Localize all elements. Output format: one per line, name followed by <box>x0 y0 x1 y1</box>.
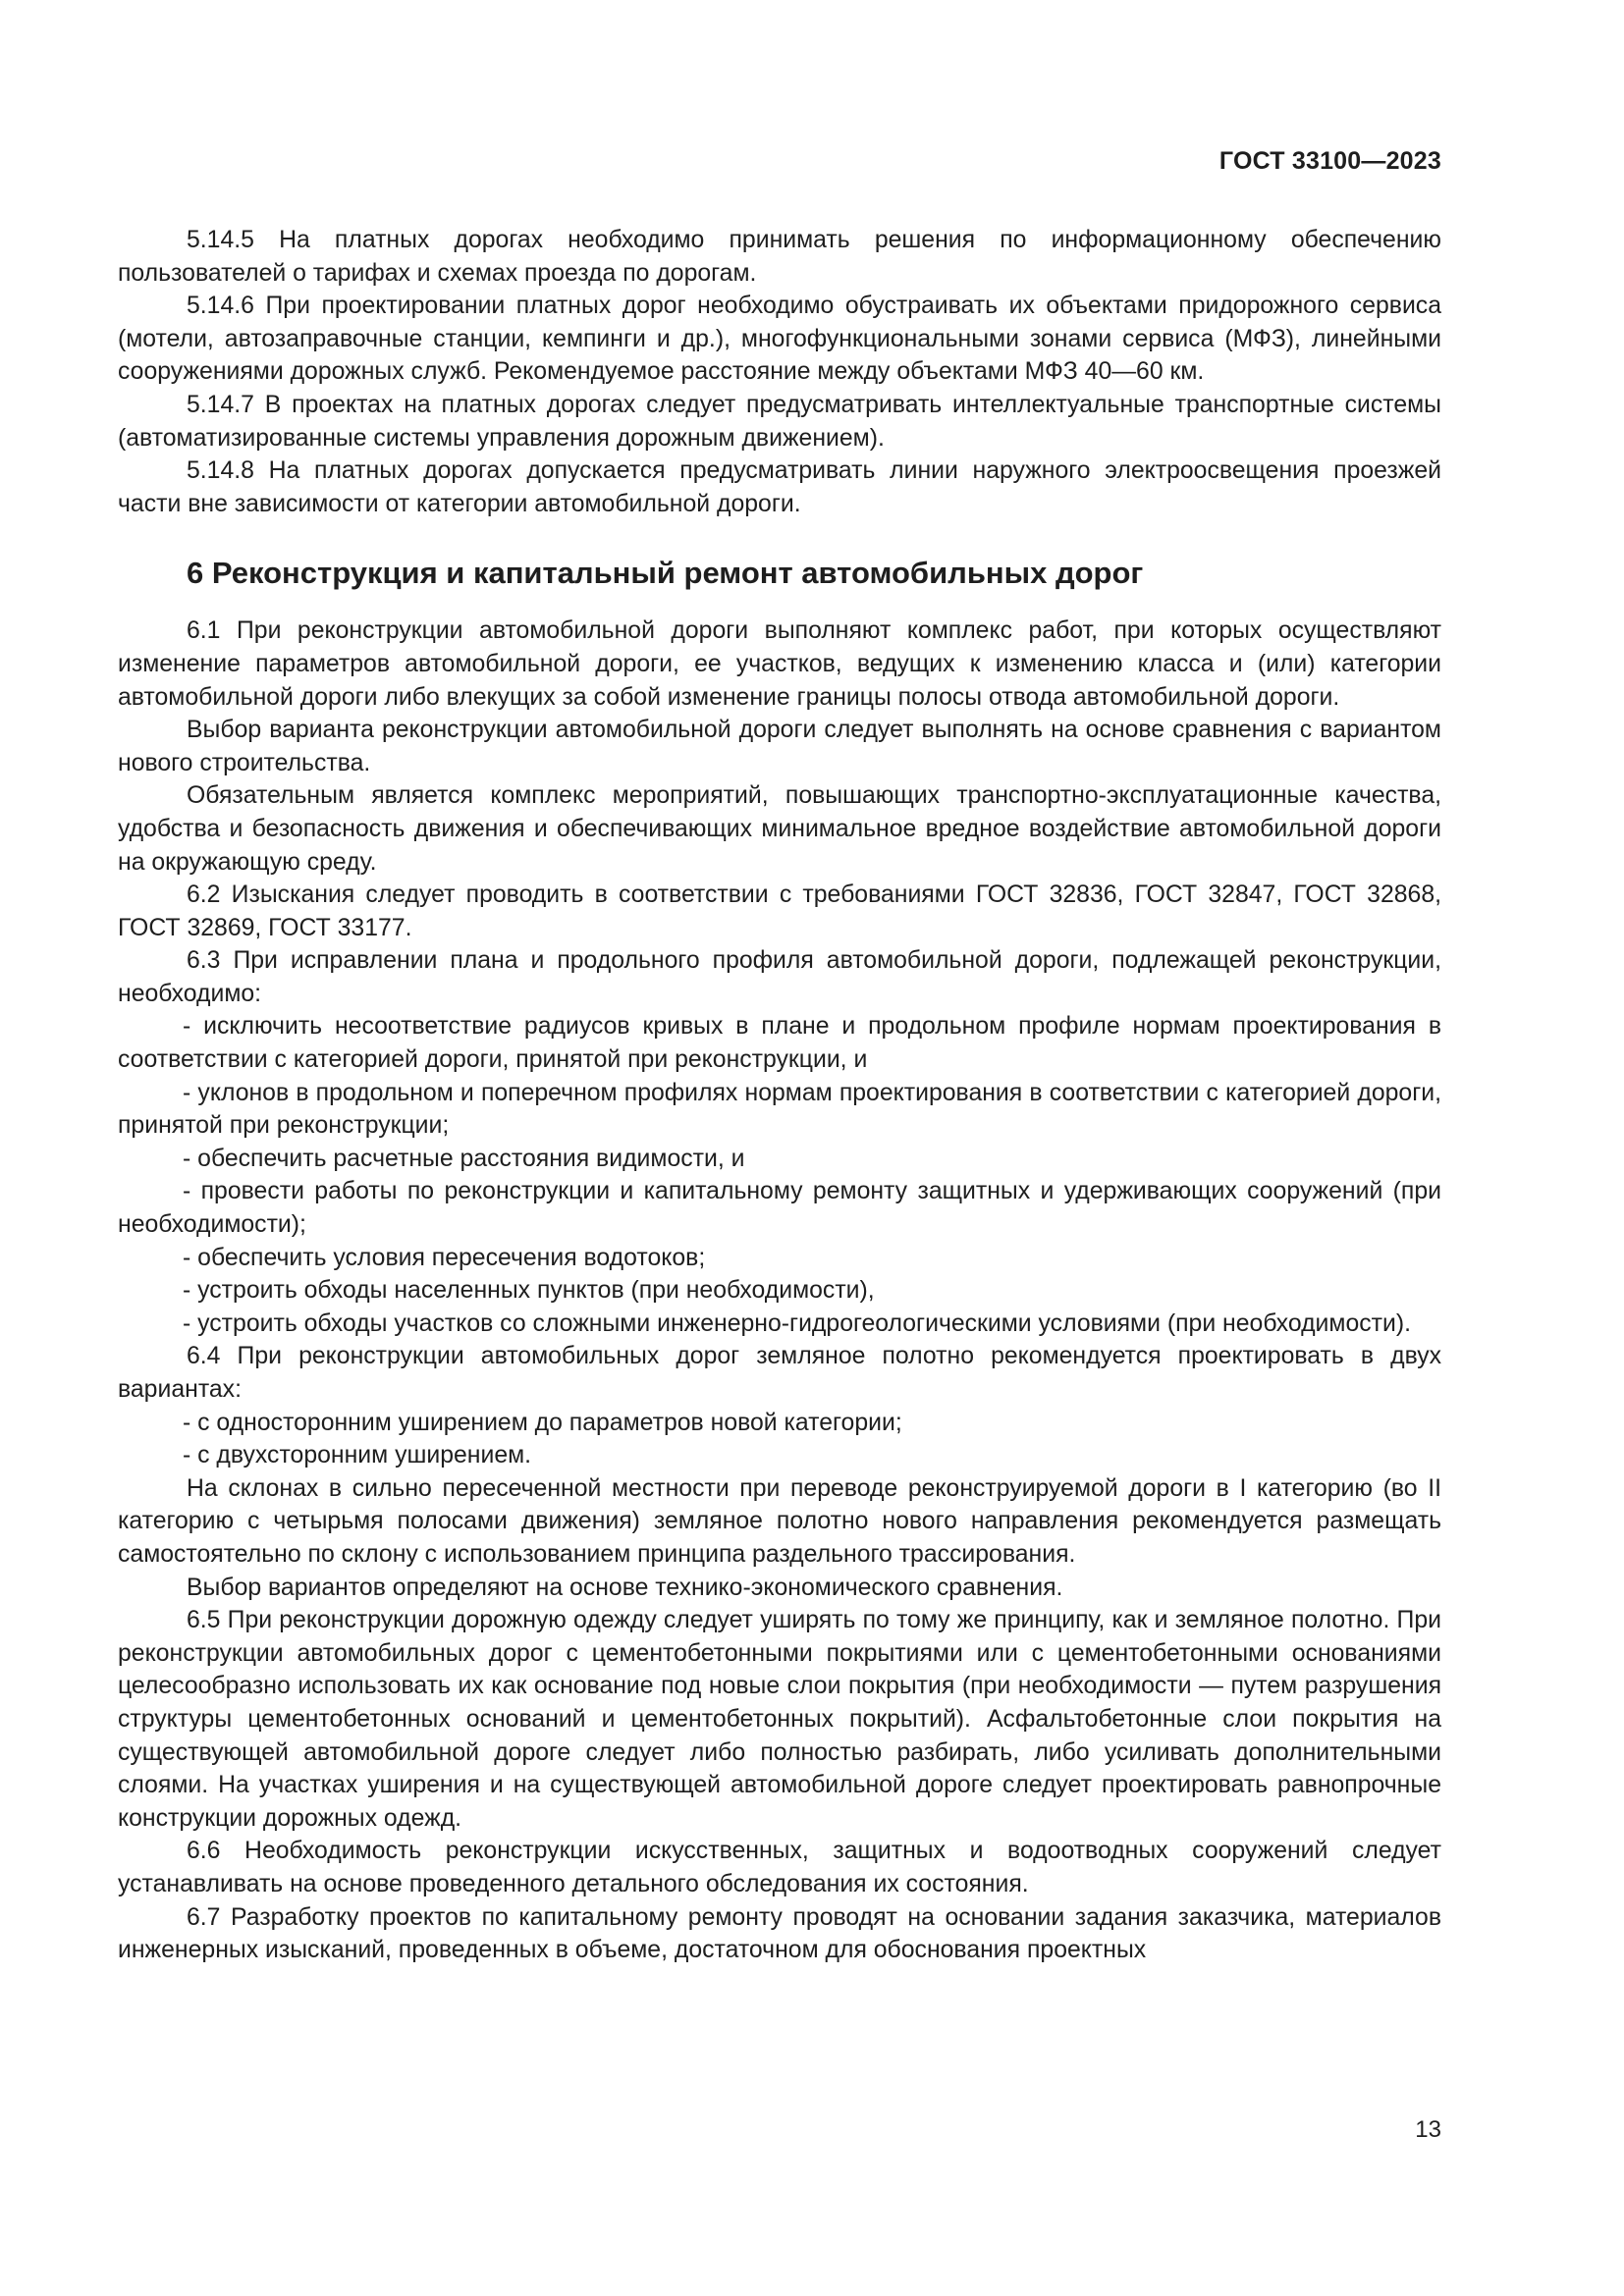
paragraph: Выбор варианта реконструкции автомобильной дороги следует выполнять на основе сравнения с вариантом нового строительства. <box>118 717 1441 776</box>
list-item: - обеспечить условия пересечения водотоков; <box>183 1244 706 1271</box>
section-heading: 6 Реконструкция и капитальный ремонт автомобильных дорог <box>187 556 1144 591</box>
paragraph: На склонах в сильно пересеченной местности при переводе реконструируемой дороги в I категорию (во II категорию с четырьмя полосами движения) земляное полотно нового направления рекомендуется размещать самостоятельно по склону с использованием принципа раздельного трассирования. <box>118 1474 1441 1568</box>
list-item: - обеспечить расчетные расстояния видимости, и <box>183 1145 745 1172</box>
list-item: - с односторонним уширением до параметров новой категории; <box>183 1409 902 1436</box>
clause-5-14-7: 5.14.7 В проектах на платных дорогах следует предусматривать интеллектуальные транспортные системы (автоматизированные системы управления дорожным движением). <box>118 391 1441 452</box>
list-item: - уклонов в продольном и поперечном профилях нормам проектирования в соответствии с категорией дороги, принятой при реконструкции; <box>118 1079 1441 1140</box>
clause-6-3: 6.3 При исправлении плана и продольного профиля автомобильной дороги, подлежащей реконструкции, необходимо: <box>118 947 1441 1007</box>
clause-6-4: 6.4 При реконструкции автомобильных дорог земляное полотно рекомендуется проектировать в двух вариантах: <box>118 1343 1441 1403</box>
list-item: - провести работы по реконструкции и капитальному ремонту защитных и удерживающих сооружений (при необходимости); <box>118 1178 1441 1239</box>
page-body <box>118 224 1441 1967</box>
list-item: - устроить обходы населенных пунктов (при необходимости), <box>183 1277 875 1305</box>
clause-6-2: 6.2 Изыскания следует проводить в соответствии с требованиями ГОСТ 32836, ГОСТ 32847, ГОСТ 32868, ГОСТ 32869, ГОСТ 33177. <box>118 881 1441 941</box>
clause-6-5: 6.5 При реконструкции дорожную одежду следует уширять по тому же принципу, как и земляное полотно. При реконструкции автомобильных дорог с цементобетонными покрытиями или с цементобетонными основаниями целесообразно использовать их как основание под новые слои покрытия (при необходимости — путем разрушения структуры цементобетонных оснований и цементобетонных покрытий). Асфальтобетонные слои покрытия на существующей автомобильной дороге следует либо полностью разбирать, либо усиливать дополнительными слоями. На участках уширения и на существующей автомобильной дороге следует проектировать равнопрочные конструкции дорожных одежд. <box>118 1607 1441 1832</box>
paragraph: Выбор вариантов определяют на основе технико-экономического сравнения. <box>187 1574 1063 1601</box>
clause-6-7: 6.7 Разработку проектов по капитальному ремонту проводят на основании задания заказчика, материалов инженерных изысканий, проведенных в объеме, достаточном для обоснования проектных <box>118 1903 1441 1964</box>
clause-5-14-6: 5.14.6 При проектировании платных дорог необходимо обустраивать их объектами придорожного сервиса (мотели, автозаправочные станции, кемпинги и др.), многофункциональными зонами сервиса (МФЗ), линейными сооружениями дорожных служб. Рекомендуемое расстояние между объектами МФЗ 40—60 км. <box>118 293 1441 386</box>
list-item: - исключить несоответствие радиусов кривых в плане и продольном профиле нормам проектирования в соответствии с категорией дороги, принятой при реконструкции, и <box>118 1013 1441 1074</box>
clause-6-1: 6.1 При реконструкции автомобильной дороги выполняют комплекс работ, при которых осуществляют изменение параметров автомобильной дороги, ее участков, ведущих к изменению класса и (или) категории автомобильной дороги либо влекущих за собой изменение границы полосы отвода автомобильной дороги. <box>118 617 1441 711</box>
paragraph: Обязательным является комплекс мероприятий, повышающих транспортно-эксплуатационные качества, удобства и безопасность движения и обеспечивающих минимальное вредное воздействие автомобильной дороги на окружающую среду. <box>118 782 1441 876</box>
clause-5-14-8: 5.14.8 На платных дорогах допускается предусматривать линии наружного электроосвещения проезжей части вне зависимости от категории автомобильной дороги. <box>118 457 1441 517</box>
clause-5-14-5: 5.14.5 На платных дорогах необходимо принимать решения по информационному обеспечению пользователей о тарифах и схемах проезда по дорогам. <box>118 227 1441 287</box>
list-item: - устроить обходы участков со сложными инженерно-гидрогеологическими условиями (при необходимости). <box>183 1309 1411 1337</box>
clause-6-6: 6.6 Необходимость реконструкции искусственных, защитных и водоотводных сооружений следует устанавливать на основе проведенного детального обследования их состояния. <box>118 1838 1441 1897</box>
document-designation: ГОСТ 33100—2023 <box>1218 147 1441 175</box>
list-item: - с двухсторонним уширением. <box>183 1442 532 1469</box>
page-number: 13 <box>1415 2116 1441 2143</box>
